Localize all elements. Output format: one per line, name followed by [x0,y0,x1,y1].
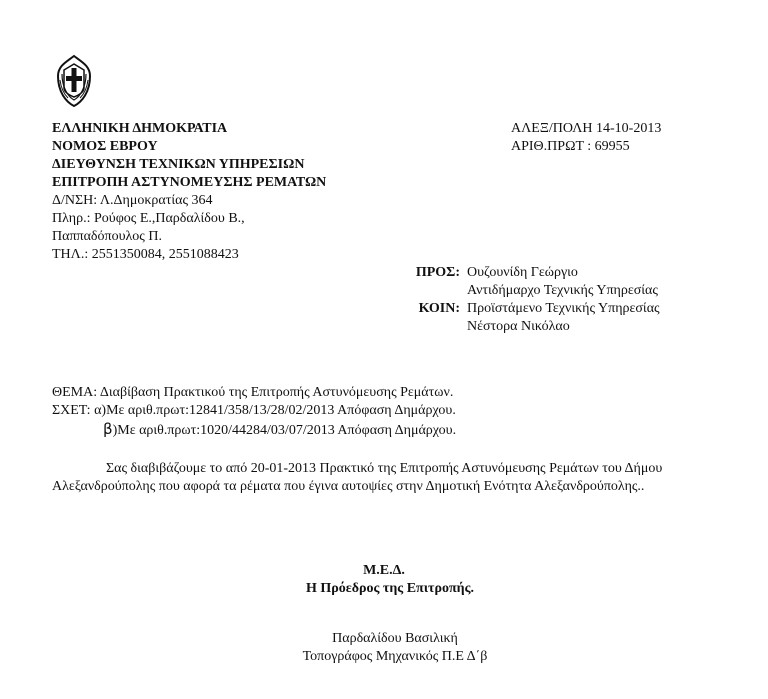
to-label: ΠΡΟΣ: [415,265,460,280]
header-prefecture: ΝΟΜΟΣ ΕΒΡΟΥ [52,139,158,154]
signature-org: Μ.Ε.Δ. [363,563,405,578]
header-phone: ΤΗΛ.: 2551350084, 2551088423 [52,247,239,262]
header-info-continued: Παππαδόπουλος Π. [52,229,162,244]
header-address: Δ/ΝΣΗ: Λ.Δημοκρατίας 364 [52,193,213,208]
document-date: ΑΛΕΞ/ΠΟΛΗ 14-10-2013 [511,121,662,136]
protocol-number: ΑΡΙΘ.ΠΡΩΤ : 69955 [511,139,630,154]
cc-label: ΚΟΙΝ: [418,301,460,316]
to-title: Αντιδήμαρχο Τεχνικής Υπηρεσίας [467,283,658,298]
body-paragraph-line-1: Σας διαβιβάζουμε το από 20-01-2013 Πρακτικό της Επιτροπής Αστυνόμευσης Ρεμάτων του Δήμου [106,461,663,476]
signatory-title: Τοπογράφος Μηχανικός Π.Ε Δ΄β [302,649,488,664]
signatory-name: Παρδαλίδου Βασιλική [332,631,458,646]
greek-emblem-icon [52,52,96,110]
cc-name: Νέστορα Νικόλαο [467,319,570,334]
reference-b-text: )Με αριθ.πρωτ:1020/44284/03/07/2013 Απόφαση Δημάρχου. [112,423,457,438]
header-info: Πληρ.: Ρούφος Ε.,Παρδαλίδου Β., [52,211,245,226]
subject-line: ΘΕΜΑ: Διαβίβαση Πρακτικού της Επιτροπής Αστυνόμευσης Ρεμάτων. [52,385,454,400]
to-name: Ουζουνίδη Γεώργιο [467,265,578,280]
cc-title: Προϊστάμενο Τεχνικής Υπηρεσίας [467,301,660,316]
header-directorate: ΔΙΕΥΘΥΝΣΗ ΤΕΧΝΙΚΩΝ ΥΠΗΡΕΣΙΩΝ [52,157,305,172]
reference-b [103,420,456,440]
reference-a: ΣΧΕΤ: α)Με αριθ.πρωτ:12841/358/13/28/02/2013 Απόφαση Δημάρχου. [52,403,456,418]
header-committee: ΕΠΙΤΡΟΠΗ ΑΣΤΥΝΟΜΕΥΣΗΣ ΡΕΜΑΤΩΝ [52,175,327,190]
header-country: ΕΛΛΗΝΙΚΗ ΔΗΜΟΚΡΑΤΙΑ [52,121,228,136]
signature-role: Η Πρόεδρος της Επιτροπής. [305,581,475,596]
reference-b-marker: β [103,420,113,438]
body-paragraph-line-2: Αλεξανδρούπολης που αφορά τα ρέματα που έγινα αυτοψίες στην Δημοτική Ενότητα Αλεξανδρούπολης.. [52,479,645,494]
